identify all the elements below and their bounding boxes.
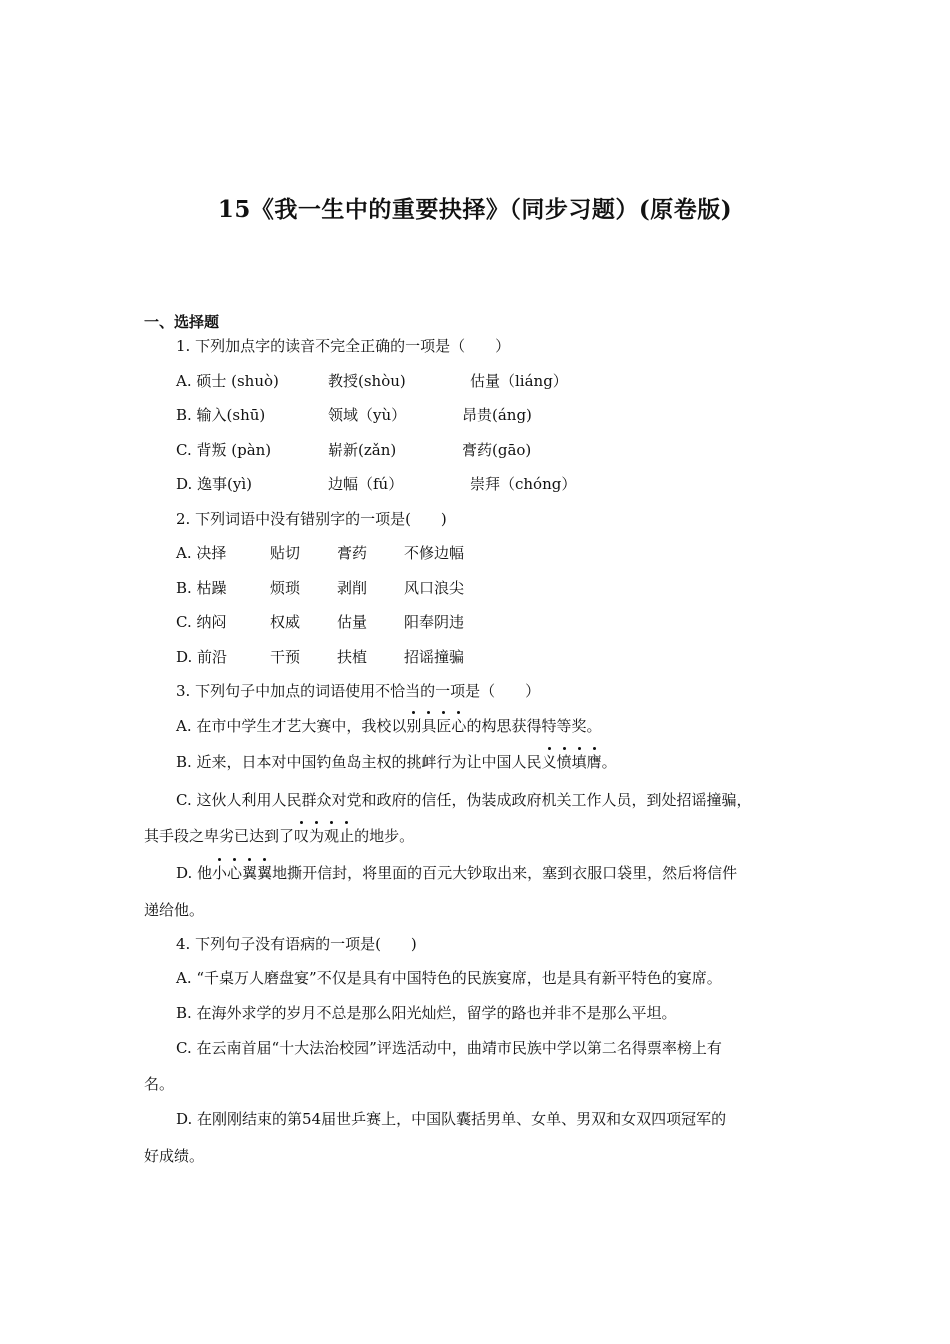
option-cell: 招谣撞骗: [404, 648, 465, 666]
option-cell: 阳奉阴违: [404, 613, 465, 631]
dotted-char: 膺: [586, 753, 602, 771]
option-cell: 估量（liáng）: [470, 372, 568, 390]
question-2-option-c: [176, 612, 464, 632]
option-text: 的构思获得特等奖。: [466, 717, 602, 735]
dotted-char: 翼: [257, 864, 273, 882]
option-cell: 膏药(gāo): [462, 441, 532, 459]
question-3-option-d-line1: [176, 863, 737, 883]
option-cell: 风口浪尖: [404, 579, 465, 597]
question-4-stem: 4. 下列句子没有语病的一项是( ): [176, 935, 417, 953]
option-cell: 估量: [337, 613, 368, 631]
option-cell: A. 决择: [176, 544, 227, 562]
option-cell: 领域（yù）: [328, 406, 407, 424]
emphasized-phrase: [294, 827, 354, 845]
option-cell: D. 前沿: [176, 648, 228, 666]
dotted-char: 愤: [556, 753, 572, 771]
dotted-char: 心: [451, 717, 467, 735]
option-cell: 不修边幅: [404, 544, 465, 562]
option-cell: 剥削: [337, 579, 368, 597]
option-cell: D. 逸事(yì): [176, 475, 253, 493]
dotted-char: 匠: [436, 717, 452, 735]
question-2-option-d: [176, 647, 464, 667]
option-cell: A. 硕士 (shuò): [176, 372, 279, 390]
dotted-char: 心: [227, 864, 243, 882]
option-cell: 扶植: [337, 648, 368, 666]
question-1-option-c: [176, 440, 531, 460]
emphasized-phrase: [406, 717, 466, 735]
question-3-option-c-line1: C. 这伙人利用人民群众对党和政府的信任，伪装成政府机关工作人员，到处招谣撞骗，: [176, 791, 752, 809]
option-cell: 昂贵(áng): [462, 406, 532, 424]
option-cell: 权威: [270, 613, 301, 631]
option-cell: 边幅（fú）: [328, 475, 404, 493]
question-4-option-a: A. “千桌万人磨盘宴”不仅是具有中国特色的民族宴席，也是具有新平特色的宴席。: [176, 969, 722, 987]
dotted-char: 填: [571, 753, 587, 771]
question-3-option-a: [176, 716, 601, 736]
question-4-option-c-line1: C. 在云南首届“十大法治校园”评选活动中，曲靖市民族中学以第二名得票率榜上有: [176, 1039, 722, 1057]
option-cell: B. 枯躁: [176, 579, 227, 597]
page-title: 15《我一生中的重要抉择》（同步习题）(原卷版): [217, 196, 733, 223]
option-cell: 崭新(zǎn): [328, 441, 397, 459]
option-cell: C. 纳闷: [176, 613, 227, 631]
question-3-option-c-line2: [144, 826, 414, 846]
option-cell: 干预: [270, 648, 301, 666]
dotted-char: 小: [212, 864, 228, 882]
question-2-option-b: [176, 578, 464, 598]
option-text: 其手段之卑劣已达到了: [144, 827, 295, 845]
section-title: 一、选择题: [144, 313, 220, 331]
dotted-char: 具: [421, 717, 437, 735]
option-cell: 贴切: [270, 544, 301, 562]
question-3-option-b: [176, 752, 617, 772]
question-1-option-b: [176, 405, 532, 425]
option-cell: B. 输入(shū): [176, 406, 266, 424]
question-1-option-a: [176, 371, 568, 391]
question-4-option-c-line2: 名。: [144, 1075, 175, 1093]
question-1-option-d: [176, 474, 576, 494]
option-text: 地撕开信封，将里面的百元大钞取出来，塞到衣服口袋里，然后将信件: [272, 864, 738, 882]
question-3-option-d-line2: 递给他。: [144, 901, 205, 919]
option-text: B. 近来，日本对中国钓鱼岛主权的挑衅行为让中国人民: [176, 753, 542, 771]
emphasized-phrase: [542, 753, 602, 771]
dotted-char: 叹: [294, 827, 310, 845]
dotted-char: 为: [309, 827, 325, 845]
question-2-stem: 2. 下列词语中没有错别字的一项是( ): [176, 510, 447, 528]
question-4-option-d-line1: D. 在刚刚结束的第54届世乒赛上，中国队囊括男单、女单、男双和女双四项冠军的: [176, 1110, 727, 1128]
dotted-char: 义: [541, 753, 557, 771]
question-1-stem: 1. 下列加点字的读音不完全正确的一项是（ ）: [176, 337, 511, 355]
option-cell: 崇拜（chóng）: [470, 475, 577, 493]
dotted-char: 止: [339, 827, 355, 845]
question-3-stem: 3. 下列句子中加点的词语使用不恰当的一项是（ ）: [176, 682, 541, 700]
option-text: 。: [601, 753, 617, 771]
emphasized-phrase: [212, 864, 272, 882]
option-cell: 烦琐: [270, 579, 301, 597]
question-4-option-d-line2: 好成绩。: [144, 1147, 205, 1165]
question-2-option-a: [176, 543, 464, 563]
dotted-char: 翼: [242, 864, 258, 882]
option-cell: 膏药: [337, 544, 368, 562]
dotted-char: 观: [324, 827, 340, 845]
option-cell: C. 背叛 (pàn): [176, 441, 272, 459]
dotted-char: 别: [406, 717, 422, 735]
question-4-option-b: B. 在海外求学的岁月不总是那么阳光灿烂，留学的路也并非不是那么平坦。: [176, 1004, 677, 1022]
option-text: 的地步。: [354, 827, 415, 845]
option-cell: 教授(shòu): [328, 372, 406, 390]
option-text: A. 在市中学生才艺大赛中，我校以: [176, 717, 407, 735]
option-text: D. 他: [176, 864, 213, 882]
